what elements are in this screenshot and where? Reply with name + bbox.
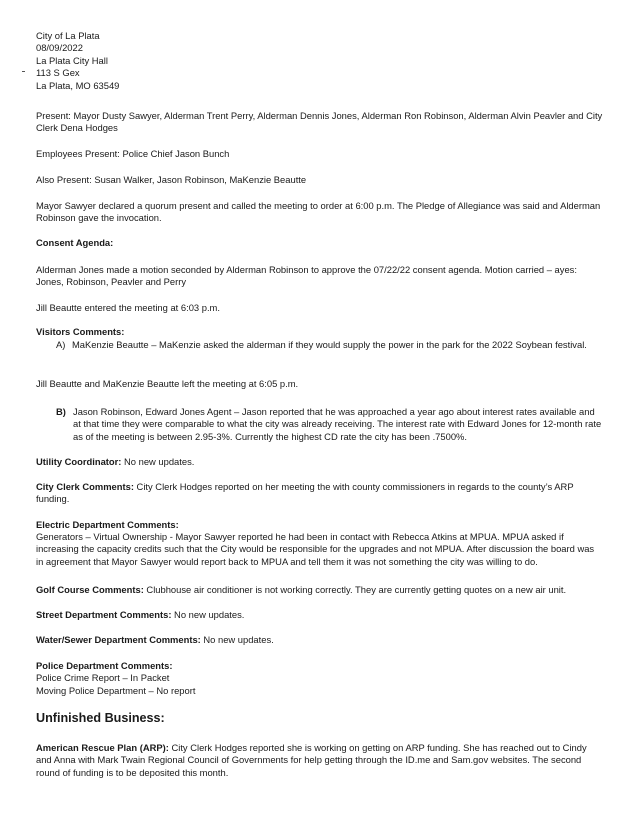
city-clerk-text: City Clerk Hodges reported on her meeting the with county commissioners in regards to the county’s ARP funding. bbox=[36, 481, 574, 505]
golf-course-label: Golf Course Comments: bbox=[36, 584, 144, 595]
golf-course-text: Clubhouse air conditioner is not working correctly. They are currently getting quotes on a new air unit. bbox=[143, 584, 567, 595]
scan-mark bbox=[22, 71, 25, 72]
city-clerk-label: City Clerk Comments: bbox=[36, 481, 134, 492]
water-sewer-label: Water/Sewer Department Comments: bbox=[36, 634, 201, 645]
electric-text: Generators – Virtual Ownership - Mayor Sawyer reported he had been in contact with Rebecca Atkins at MPUA. MPUA asked if increasing the capacity credits such that the City would be responsible for the upgrades and not MPUA. After discussion the board was in agreement that Mayor Sawyer would report back to MPUA and tell them it was not something the city was willing to do. bbox=[36, 531, 595, 567]
also-present: Also Present: Susan Walker, Jason Robinson, MaKenzie Beautte bbox=[36, 174, 307, 185]
electric-heading: Electric Department Comments: bbox=[36, 519, 179, 530]
arp-label: American Rescue Plan (ARP): bbox=[36, 742, 169, 753]
police-heading: Police Department Comments: bbox=[36, 660, 173, 671]
unfinished-business-heading: Unfinished Business: bbox=[36, 711, 165, 725]
visitors-left-note: Jill Beautte and MaKenzie Beautte left the meeting at 6:05 p.m. bbox=[36, 378, 299, 389]
consent-agenda-text: Alderman Jones made a motion seconded by Alderman Robinson to approve the 07/22/22 consent agenda. Motion carried – ayes: Jones, Robinson, Peavler and Perry bbox=[36, 264, 577, 288]
call-to-order: Mayor Sawyer declared a quorum present and called the meeting to order at 6:00 p.m. The Pledge of Allegiance was said and Alderman Robinson gave the invocation. bbox=[36, 200, 601, 224]
employees-present: Employees Present: Police Chief Jason Bunch bbox=[36, 148, 230, 159]
arp-text: City Clerk Hodges reported she is working on getting on ARP funding. She has reached out to Cindy and Anna with Mark Twain Regional Council of Governments for help getting through the ID.me and Sam.gov websites. The second round of funding is to be deposited this month. bbox=[36, 742, 587, 778]
utility-coordinator-text: No new updates. bbox=[121, 456, 195, 467]
venue: La Plata City Hall bbox=[36, 54, 108, 66]
visitor-item-b bbox=[56, 406, 604, 443]
item-b-label: B) bbox=[56, 406, 66, 417]
street-department-comments bbox=[36, 609, 604, 621]
present-paragraph: Present: Mayor Dusty Sawyer, Alderman Trent Perry, Alderman Dennis Jones, Alderman Ron Robinson, Alderman Alvin Peavler and City Clerk Dena Hodges bbox=[36, 110, 603, 134]
jill-entered-note: Jill Beautte entered the meeting at 6:03 p.m. bbox=[36, 302, 220, 313]
city-state-zip: La Plata, MO 63549 bbox=[36, 79, 120, 91]
street-label: Street Department Comments: bbox=[36, 609, 172, 620]
water-sewer-comments bbox=[36, 634, 604, 646]
police-moving-department: Moving Police Department – No report bbox=[36, 684, 196, 696]
police-section bbox=[36, 660, 604, 697]
arp-paragraph bbox=[36, 742, 604, 779]
police-crime-report: Police Crime Report – In Packet bbox=[36, 672, 170, 684]
golf-course-comments bbox=[36, 584, 604, 596]
consent-agenda-heading: Consent Agenda: bbox=[36, 237, 114, 248]
visitor-item-a bbox=[56, 339, 604, 351]
water-sewer-text: No new updates. bbox=[200, 634, 274, 645]
city-name: City of La Plata bbox=[36, 30, 100, 41]
meeting-date: 08/09/2022 bbox=[36, 42, 83, 54]
street-text: No new updates. bbox=[171, 609, 245, 620]
visitors-heading: Visitors Comments: bbox=[36, 326, 125, 337]
city-clerk-comments bbox=[36, 481, 604, 506]
item-b-text: Jason Robinson, Edward Jones Agent – Jason reported that he was approached a year ago about interest rates available and at that time they were comparable to what the city was already receiving. The interest rate with Edward Jones for 12-month rate as of the meeting is between 2.95-3%. Currently the highest CD rate the city has been .7500%. bbox=[73, 406, 602, 442]
utility-coordinator bbox=[36, 456, 604, 468]
item-a-text: MaKenzie Beautte – MaKenzie asked the alderman if they would supply the power in the park for the 2022 Soybean festival. bbox=[72, 339, 587, 350]
item-a-label: A) bbox=[56, 339, 66, 350]
street-address: 113 S Gex bbox=[36, 67, 80, 79]
letterhead bbox=[36, 30, 604, 92]
utility-coordinator-label: Utility Coordinator: bbox=[36, 456, 122, 467]
